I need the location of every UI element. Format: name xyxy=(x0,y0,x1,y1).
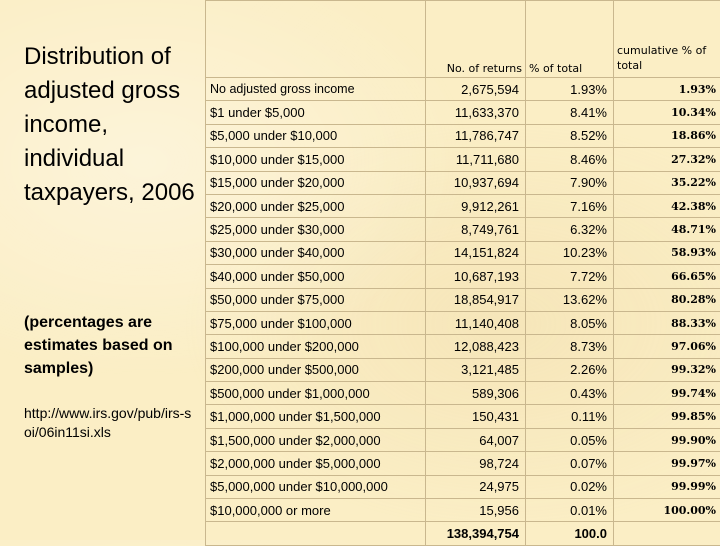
pct-of-total-cell: 0.43% xyxy=(526,382,614,405)
header-cumulative-pct: cumulative % of total xyxy=(614,1,720,78)
pct-of-total-cell: 0.02% xyxy=(526,475,614,498)
total-pct-cell: 100.0 xyxy=(526,522,614,545)
returns-cell: 11,711,680 xyxy=(426,148,526,171)
pct-of-total-cell: 2.26% xyxy=(526,358,614,381)
total-cumulative-cell xyxy=(614,522,720,545)
income-bracket-cell: $1 under $5,000 xyxy=(206,101,426,124)
pct-of-total-cell: 1.93% xyxy=(526,78,614,101)
table-row xyxy=(206,265,720,288)
table-row xyxy=(206,358,720,381)
cumulative-pct-cell: 99.97% xyxy=(614,452,720,475)
pct-of-total-cell: 0.07% xyxy=(526,452,614,475)
table-row xyxy=(206,148,720,171)
cumulative-pct-cell: 58.93% xyxy=(614,241,720,264)
income-bracket-cell: $100,000 under $200,000 xyxy=(206,335,426,358)
pct-of-total-cell: 7.16% xyxy=(526,194,614,217)
source-url: http://www.irs.gov/pub/irs-soi/06in11si.xls xyxy=(24,404,194,442)
cumulative-pct-cell: 99.74% xyxy=(614,382,720,405)
returns-cell: 98,724 xyxy=(426,452,526,475)
table-row xyxy=(206,194,720,217)
income-bracket-cell: $40,000 under $50,000 xyxy=(206,265,426,288)
header-pct-of-total: % of total xyxy=(526,1,614,78)
page-title: Distribution of adjusted gross income, individual taxpayers, 2006 xyxy=(24,40,199,210)
table-row xyxy=(206,171,720,194)
income-bracket-cell: $25,000 under $30,000 xyxy=(206,218,426,241)
returns-cell: 14,151,824 xyxy=(426,241,526,264)
income-bracket-cell: $500,000 under $1,000,000 xyxy=(206,382,426,405)
pct-of-total-cell: 10.23% xyxy=(526,241,614,264)
agi-table-container xyxy=(205,0,720,540)
pct-of-total-cell: 8.05% xyxy=(526,311,614,334)
cumulative-pct-cell: 18.86% xyxy=(614,124,720,147)
table-row xyxy=(206,101,720,124)
income-bracket-cell: $50,000 under $75,000 xyxy=(206,288,426,311)
pct-of-total-cell: 0.11% xyxy=(526,405,614,428)
returns-cell: 64,007 xyxy=(426,428,526,451)
table-row xyxy=(206,241,720,264)
income-bracket-cell: $200,000 under $500,000 xyxy=(206,358,426,381)
pct-of-total-cell: 8.41% xyxy=(526,101,614,124)
table-row xyxy=(206,311,720,334)
pct-of-total-cell: 7.90% xyxy=(526,171,614,194)
cumulative-pct-cell: 99.32% xyxy=(614,358,720,381)
table-row xyxy=(206,288,720,311)
returns-cell: 150,431 xyxy=(426,405,526,428)
pct-of-total-cell: 8.46% xyxy=(526,148,614,171)
cumulative-pct-cell: 80.28% xyxy=(614,288,720,311)
income-bracket-cell: $1,500,000 under $2,000,000 xyxy=(206,428,426,451)
returns-cell: 8,749,761 xyxy=(426,218,526,241)
cumulative-pct-cell: 35.22% xyxy=(614,171,720,194)
pct-of-total-cell: 8.73% xyxy=(526,335,614,358)
total-returns-cell: 138,394,754 xyxy=(426,522,526,545)
income-bracket-cell: $10,000,000 or more xyxy=(206,499,426,522)
table-row xyxy=(206,475,720,498)
cumulative-pct-cell: 97.06% xyxy=(614,335,720,358)
income-bracket-cell: $30,000 under $40,000 xyxy=(206,241,426,264)
returns-cell: 9,912,261 xyxy=(426,194,526,217)
returns-cell: 10,687,193 xyxy=(426,265,526,288)
table-row xyxy=(206,124,720,147)
pct-of-total-cell: 13.62% xyxy=(526,288,614,311)
returns-cell: 24,975 xyxy=(426,475,526,498)
income-bracket-cell: $5,000,000 under $10,000,000 xyxy=(206,475,426,498)
header-income-bracket xyxy=(206,1,426,78)
estimate-note: (percentages are estimates based on samples) xyxy=(24,311,194,380)
pct-of-total-cell: 0.05% xyxy=(526,428,614,451)
agi-distribution-table xyxy=(205,0,720,546)
table-row xyxy=(206,218,720,241)
table-header-row xyxy=(206,1,720,78)
returns-cell: 18,854,917 xyxy=(426,288,526,311)
cumulative-pct-cell: 99.99% xyxy=(614,475,720,498)
totals-row xyxy=(206,522,720,545)
cumulative-pct-cell: 100.00% xyxy=(614,499,720,522)
header-no-of-returns: No. of returns xyxy=(426,1,526,78)
left-panel xyxy=(24,40,199,210)
returns-cell: 11,786,747 xyxy=(426,124,526,147)
cumulative-pct-cell: 66.65% xyxy=(614,265,720,288)
totals-label-cell xyxy=(206,522,426,545)
income-bracket-cell: $15,000 under $20,000 xyxy=(206,171,426,194)
cumulative-pct-cell: 99.90% xyxy=(614,428,720,451)
pct-of-total-cell: 7.72% xyxy=(526,265,614,288)
cumulative-pct-cell: 10.34% xyxy=(614,101,720,124)
table-row xyxy=(206,405,720,428)
cumulative-pct-cell: 27.32% xyxy=(614,148,720,171)
table-row xyxy=(206,452,720,475)
table-body xyxy=(206,78,720,546)
returns-cell: 3,121,485 xyxy=(426,358,526,381)
cumulative-pct-cell: 42.38% xyxy=(614,194,720,217)
cumulative-pct-cell: 99.85% xyxy=(614,405,720,428)
table-row xyxy=(206,335,720,358)
returns-cell: 15,956 xyxy=(426,499,526,522)
cumulative-pct-cell: 88.33% xyxy=(614,311,720,334)
returns-cell: 12,088,423 xyxy=(426,335,526,358)
returns-cell: 10,937,694 xyxy=(426,171,526,194)
table-row xyxy=(206,382,720,405)
income-bracket-cell: $75,000 under $100,000 xyxy=(206,311,426,334)
income-bracket-cell: $10,000 under $15,000 xyxy=(206,148,426,171)
returns-cell: 11,140,408 xyxy=(426,311,526,334)
income-bracket-cell: $20,000 under $25,000 xyxy=(206,194,426,217)
table-row xyxy=(206,499,720,522)
returns-cell: 589,306 xyxy=(426,382,526,405)
pct-of-total-cell: 6.32% xyxy=(526,218,614,241)
cumulative-pct-cell: 48.71% xyxy=(614,218,720,241)
cumulative-pct-cell: 1.93% xyxy=(614,78,720,101)
income-bracket-cell: $5,000 under $10,000 xyxy=(206,124,426,147)
returns-cell: 2,675,594 xyxy=(426,78,526,101)
pct-of-total-cell: 8.52% xyxy=(526,124,614,147)
returns-cell: 11,633,370 xyxy=(426,101,526,124)
income-bracket-cell: $2,000,000 under $5,000,000 xyxy=(206,452,426,475)
pct-of-total-cell: 0.01% xyxy=(526,499,614,522)
income-bracket-cell: No adjusted gross income xyxy=(206,78,426,101)
income-bracket-cell: $1,000,000 under $1,500,000 xyxy=(206,405,426,428)
table-row xyxy=(206,78,720,101)
table-row xyxy=(206,428,720,451)
